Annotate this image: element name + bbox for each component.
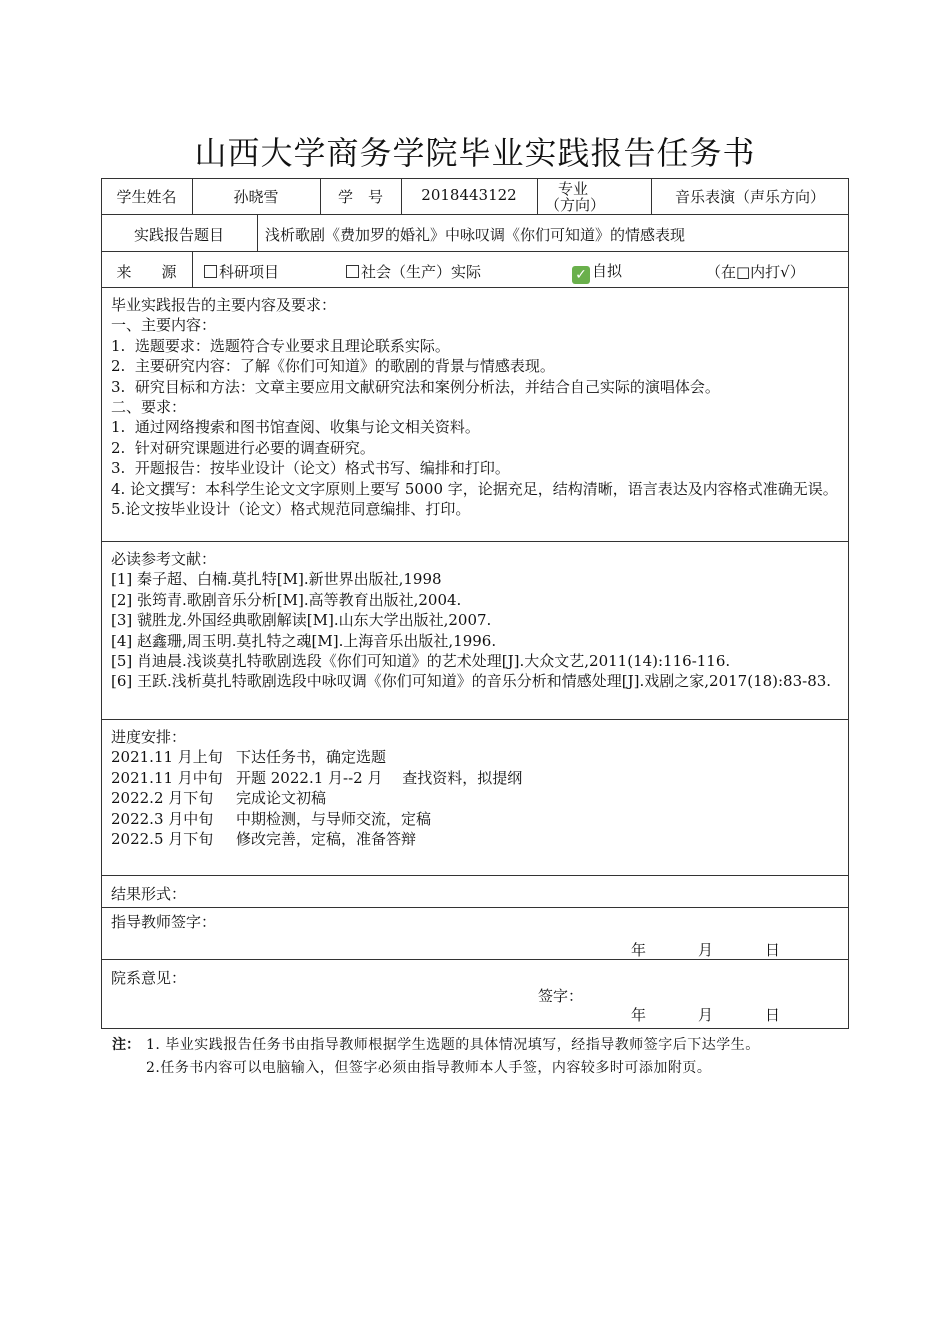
source-hint: （在□内打√） bbox=[706, 263, 805, 281]
source-option-research-label: 科研项目 bbox=[219, 263, 280, 281]
schedule-time: 2022.2 月下旬 bbox=[111, 789, 214, 808]
row-divider bbox=[101, 251, 849, 252]
schedule-task: 中期检测，与导师交流，定稿 bbox=[236, 809, 432, 828]
content-heading: 毕业实践报告的主要内容及要求： bbox=[111, 296, 337, 314]
row-divider bbox=[101, 907, 849, 908]
schedule-heading: 进度安排： bbox=[111, 728, 187, 746]
content-line: 1. 选题要求：选题符合专业要求且理论联系实际。 bbox=[111, 336, 450, 355]
page-title: 山西大学商务学院毕业实践报告任务书 bbox=[194, 134, 756, 172]
source-option-self-label: 自拟 bbox=[592, 262, 623, 280]
content-line: 3. 开题报告：按毕业设计（论文）格式书写、编排和打印。 bbox=[111, 459, 510, 478]
notes-prefix: 注： bbox=[112, 1037, 140, 1053]
topic-label: 实践报告题目 bbox=[133, 226, 224, 244]
reference-item: [5] 肖迪晨.浅谈莫扎特歌剧选段《你们可知道》的艺术处理[J].大众文艺,2011(14):116-116. bbox=[111, 652, 731, 671]
source-option-research[interactable] bbox=[204, 261, 279, 282]
col-divider bbox=[257, 214, 258, 251]
schedule-item bbox=[111, 809, 839, 829]
advisor-year: 年 bbox=[631, 941, 647, 959]
student-id-value: 2018443122 bbox=[421, 186, 517, 204]
department-label: 院系意见： bbox=[111, 969, 187, 987]
note-1-text: 1. 毕业实践报告任务书由指导教师根据学生选题的具体情况填写，经指导教师签字后下达学生。 bbox=[146, 1037, 760, 1053]
schedule-task: 开题 2022.1 月--2 月 查找资料，拟提纲 bbox=[236, 768, 523, 787]
references-heading: 必读参考文献： bbox=[111, 550, 217, 568]
schedule-task: 下达任务书，确定选题 bbox=[236, 748, 387, 767]
student-name-label: 学生姓名 bbox=[116, 188, 177, 206]
source-option-social-label: 社会（生产）实际 bbox=[361, 263, 482, 281]
schedule-section bbox=[101, 719, 849, 849]
department-day: 日 bbox=[765, 1006, 781, 1024]
checkbox-unchecked-icon[interactable] bbox=[204, 265, 217, 278]
row-divider bbox=[101, 875, 849, 876]
row-divider bbox=[101, 959, 849, 960]
row-divider bbox=[101, 214, 849, 215]
department-year: 年 bbox=[631, 1006, 647, 1024]
source-option-social[interactable] bbox=[346, 261, 481, 282]
major-label: 专业（方向） bbox=[545, 180, 606, 214]
source-option-self[interactable] bbox=[572, 260, 622, 284]
schedule-time: 2022.3 月中旬 bbox=[111, 809, 214, 828]
schedule-time: 2021.11 月中旬 bbox=[111, 768, 223, 787]
content-line: 一、主要内容： bbox=[111, 316, 217, 335]
schedule-time: 2022.5 月下旬 bbox=[111, 830, 214, 849]
advisor-day: 日 bbox=[765, 941, 781, 959]
department-month: 月 bbox=[698, 1006, 714, 1024]
topic-value: 浅析歌剧《费加罗的婚礼》中咏叹调《你们可知道》的情感表现 bbox=[265, 226, 686, 244]
content-line: 3. 研究目标和方法：文章主要应用文献研究法和案例分析法，并结合自己实际的演唱体会。 bbox=[111, 377, 720, 396]
references-section bbox=[101, 541, 849, 692]
content-line: 1. 通过网络搜索和图书馆查阅、收集与论文相关资料。 bbox=[111, 418, 480, 437]
reference-item: [4] 赵鑫珊,周玉明.莫扎特之魂[M].上海音乐出版社,1996. bbox=[111, 631, 497, 650]
content-line: 4. 论文撰写：本科学生论文文字原则上要写 5000 字，论据充足，结构清晰，语言表达及内容格式准确无误。 bbox=[111, 479, 838, 498]
reference-item: [2] 张筠青.歌剧音乐分析[M].高等教育出版社,2004. bbox=[111, 590, 462, 609]
check-box-checked-icon[interactable]: ✓ bbox=[572, 266, 590, 284]
schedule-task: 修改完善，定稿，准备答辩 bbox=[236, 830, 417, 849]
schedule-item bbox=[111, 829, 839, 849]
schedule-item bbox=[111, 788, 839, 808]
reference-item: [6] 王跃.浅析莫扎特歌剧选段中咏叹调《你们可知道》的音乐分析和情感处理[J].戏剧之家,2017(18):83-83. bbox=[111, 672, 832, 691]
col-divider bbox=[537, 178, 538, 214]
note-1 bbox=[112, 1034, 842, 1057]
checkbox-unchecked-icon[interactable] bbox=[346, 265, 359, 278]
content-line: 2. 主要研究内容：了解《你们可知道》的歌剧的背景与情感表现。 bbox=[111, 357, 555, 376]
source-label: 来 源 bbox=[116, 263, 177, 281]
content-line: 二、要求： bbox=[111, 398, 187, 417]
note-2: 2.任务书内容可以电脑输入，但签字必须由指导教师本人手签，内容较多时可添加附页。 bbox=[146, 1060, 712, 1076]
schedule-time: 2021.11 月上旬 bbox=[111, 748, 223, 767]
notes-section bbox=[112, 1034, 842, 1080]
schedule-item bbox=[111, 747, 839, 767]
col-divider bbox=[192, 251, 193, 287]
advisor-month: 月 bbox=[698, 941, 714, 959]
department-sign: 签字： bbox=[538, 987, 584, 1005]
major-value: 音乐表演（声乐方向） bbox=[674, 188, 825, 206]
schedule-task: 完成论文初稿 bbox=[236, 789, 327, 808]
reference-item: [3] 虢胜龙.外国经典歌剧解读[M].山东大学出版社,2007. bbox=[111, 611, 492, 630]
student-name-value: 孙晓雪 bbox=[233, 188, 279, 206]
result-label: 结果形式： bbox=[111, 885, 187, 903]
reference-item: [1] 秦子超、白楠.莫扎特[M].新世界出版社,1998 bbox=[111, 570, 442, 589]
schedule-item bbox=[111, 768, 839, 788]
content-line: 5.论文按毕业设计（论文）格式规范同意编排、打印。 bbox=[111, 500, 471, 519]
student-id-label: 学 号 bbox=[337, 188, 383, 206]
advisor-label: 指导教师签字： bbox=[111, 913, 217, 931]
content-line: 2. 针对研究课题进行必要的调查研究。 bbox=[111, 438, 375, 457]
content-section bbox=[101, 287, 849, 519]
